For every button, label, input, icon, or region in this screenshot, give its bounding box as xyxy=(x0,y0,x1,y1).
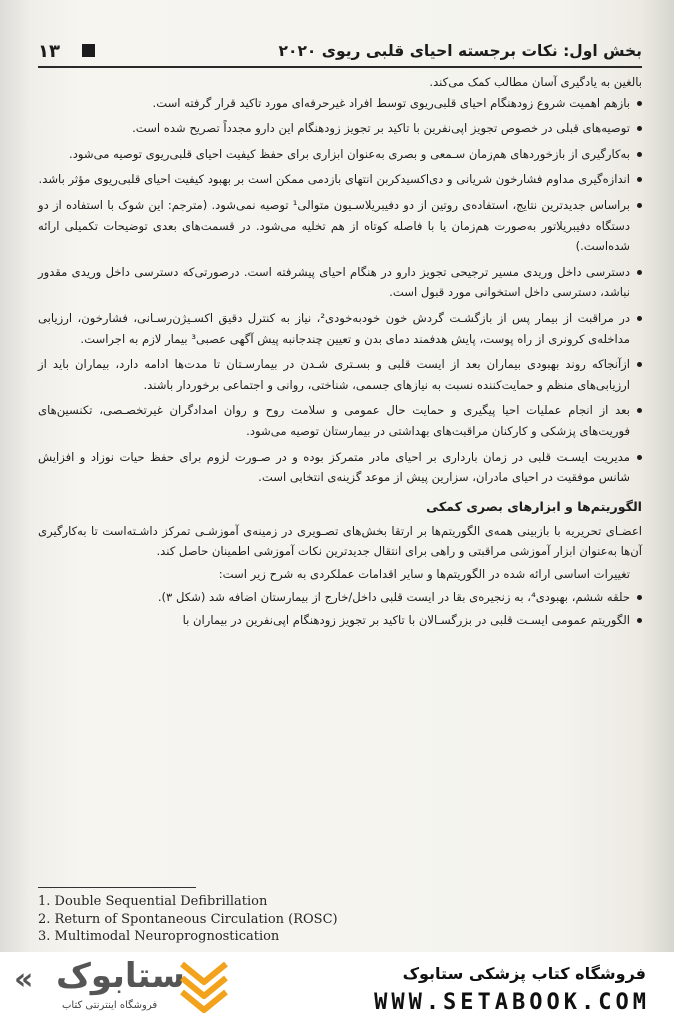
section-subparagraph: تغییرات اساسی ارائه شده در الگوریتم‌ها و سایر اقدامات عملکردی به شرح زیر است: xyxy=(218,566,630,581)
footnote-rule xyxy=(38,887,196,888)
bullet-icon xyxy=(637,595,642,600)
highlights-list xyxy=(38,93,642,488)
footnote: 3. Multimodal Neuroprognostication xyxy=(38,929,280,944)
list-item: دسترسی داخل وریدی مسیر ترجیحی تجویز دارو در هنگام احیای پیشرفته است. درصورتی‌که دسترسی داخل وریدی مقدور نباشد، دسترسی داخل استخوانی مورد قبول است. xyxy=(38,262,642,303)
store-logo-tagline: فروشگاه اینترنتی کتاب xyxy=(62,1000,158,1011)
list-item: اندازه‌گیری مداوم فشارخون شریانی و دی‌اکسیدکربن انتهای بازدمی ممکن است بر بهبود کیفیت احیای قلبی‌ریوی مؤثر باشد. xyxy=(38,169,642,190)
store-name: فروشگاه کتاب پزشکی ستابوک xyxy=(402,964,646,983)
algorithm-changes-list xyxy=(38,587,642,630)
section-paragraph: اعضـای تحریریه با بازبینی همه‌ی الگوریتم‌ها بر ارتقا بخش‌های تصـویری در زمینه‌ی آموزشـی تمرکز داشـته‌است تا به‌کارگیری آن‌ها به‌عنوان ابزار آموزشی مراقبتی و راهی برای انتقال جدیدترین نکات آموزشی اطمینان حاصل کند. xyxy=(38,523,642,559)
page-number: ۱۳ xyxy=(38,41,60,62)
list-item: حلقه ششم، بهبودی⁴، به زنجیره‌ی بقا در ایست قلبی داخل/خارج از بیمارستان اضافه شد (شکل ۳). xyxy=(38,587,642,608)
footnote: 1. Double Sequential Defibrillation xyxy=(38,894,268,909)
list-item: ازآنجاکه روند بهبودی بیماران بعد از ایست قلبی و بسـتری شـدن در بیمارسـتان تا مدت‌ها ادامه دارد، بیماران باید از ارزیابی‌های منظم و حمایت‌کننده نسبت به نیازهای جسمی، شناختی، روانی و اجتماعی برخوردار باشند. xyxy=(38,354,642,395)
bullet-icon xyxy=(637,177,642,182)
bullet-icon xyxy=(637,408,642,413)
logo-chevrons-icon: « xyxy=(14,962,34,997)
list-item: در مراقبت از بیمار پس از بازگشـت گردش خون خودبه‌خودی²، نیاز به کنترل دقیق اکسـیژن‌رسـانی، فشارخون، ارزیابی مداخله‌ی کرونری از راه پوست، پایش هدفمند دمای بدن و تعیین چندجانبه پیش آگهی عصبی³ بیمار لازم به اجراست. xyxy=(38,308,642,349)
header-rule xyxy=(38,66,642,68)
list-item: بازهم اهمیت شروع زودهنگام احیای قلبی‌ریوی توسط افراد غیرحرفه‌ای مورد تاکید قرار گرفته است. xyxy=(38,93,642,114)
header-square-icon xyxy=(82,44,95,57)
bullet-icon xyxy=(637,126,642,131)
section-heading: الگوریتم‌ها و ابزارهای بصری کمکی xyxy=(426,498,642,514)
list-item: به‌کارگیری از بازخوردهای هم‌زمان سـمعی و بصری به‌عنوان ابزاری برای حفظ کیفیت احیای قلبی‌ریوی توصیه می‌شود. xyxy=(38,144,642,165)
bullet-icon xyxy=(637,316,642,321)
bullet-icon xyxy=(637,455,642,460)
bullet-icon xyxy=(637,618,642,623)
footnote: 2. Return of Spontaneous Circulation (ROSC) xyxy=(38,911,338,927)
list-item: الگوریتم عمومی ایسـت قلبی در بزرگسـالان با تاکید بر تجویز زودهنگام اپی‌نفرین در بیماران با xyxy=(38,610,642,631)
page-body xyxy=(38,72,642,633)
store-banner xyxy=(0,952,674,1024)
bullet-icon xyxy=(637,270,642,275)
bullet-icon xyxy=(637,152,642,157)
list-item: براساس جدیدترین نتایج، استفاده‌ی روتین از دو دفیبریلاسـیون متوالی¹ توصیه نمی‌شود. (مترجم: این شوک با استفاده از دو دستگاه دفیبریلاتور به‌صورت هم‌زمان یا با فاصله کوتاه از هم تخلیه می‌شود. در قسمت‌های بعدی توضیحات تکمیلی ارائه شده‌است.) xyxy=(38,195,642,257)
list-item: بعد از انجام عملیات احیا پیگیری و حمایت حال عمومی و سلامت روح و روان امدادگران غیرتخصـصی، تکنسین‌های فوریت‌های پزشکی و کارکنان مراقبت‌های بهداشتی در بیمارستان توصیه می‌شود. xyxy=(38,400,642,441)
bullet-icon xyxy=(637,362,642,367)
store-url-link[interactable]: WWW.SETABOOK.COM xyxy=(374,990,650,1015)
setabook-logo-icon xyxy=(178,960,236,1014)
store-logo-text: ستابوک xyxy=(56,956,185,996)
bullet-icon xyxy=(637,203,642,208)
intro-continuation: بالغین به یادگیری آسان مطالب کمک می‌کند. xyxy=(429,75,642,89)
chapter-title: بخش اول: نکات برجسته احیای قلبی ریوی ۲۰۲۰ xyxy=(278,42,642,60)
list-item: مدیریت ایسـت قلبی در زمان بارداری بر احیای مادر متمرکز بوده و در صـورت لزوم برای حفظ حیات نوزاد و افزایش شانس موفقیت در احیای مادران، سزارین پیش از موعد گزینه‌ی انتخابی است. xyxy=(38,447,642,488)
footnotes xyxy=(38,893,598,946)
list-item: توصیه‌های قبلی در خصوص تجویز اپی‌نفرین با تاکید بر تجویز زودهنگام این دارو مجدداً تصریح شده است. xyxy=(38,118,642,139)
bullet-icon xyxy=(637,101,642,106)
